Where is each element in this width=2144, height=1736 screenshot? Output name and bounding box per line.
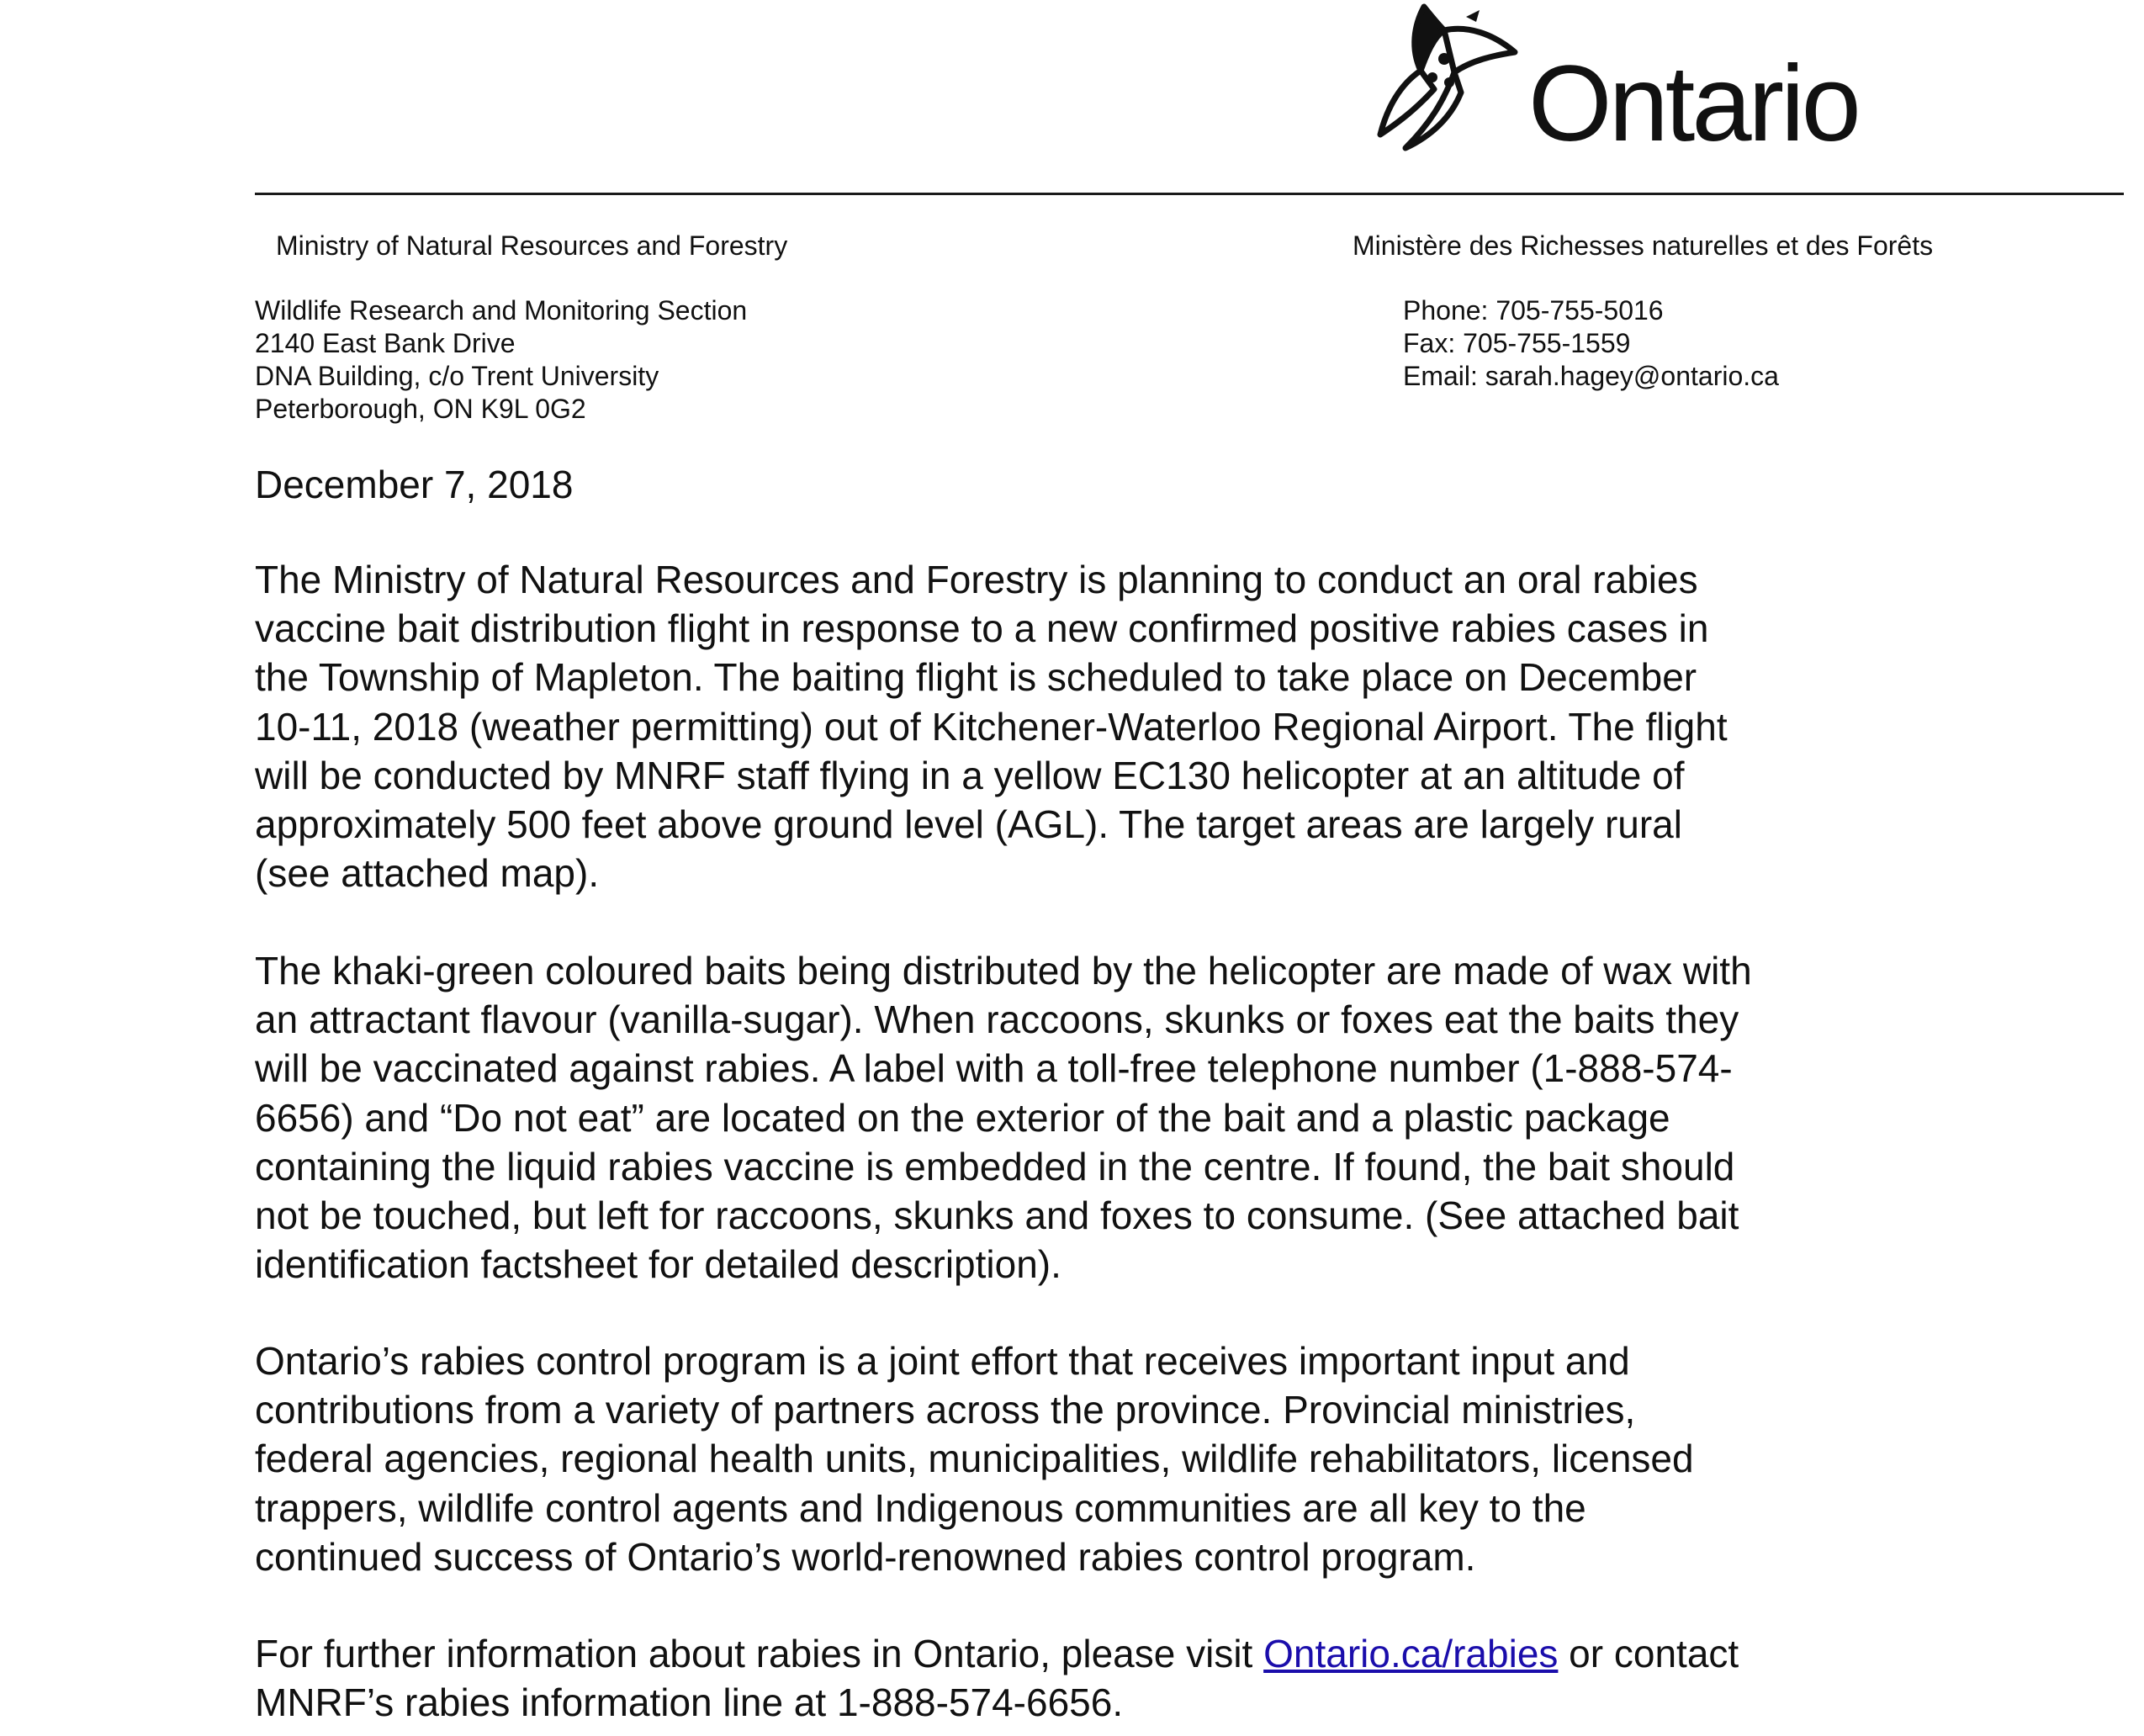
paragraph-line: 6656) and “Do not eat” are located on the exterior of the bait and a plastic package (255, 1095, 1670, 1140)
address-block (255, 294, 747, 426)
line-text: For further information about rabies in Ontario, please visit (255, 1632, 1264, 1675)
paragraph-line: the Township of Mapleton. The baiting flight is scheduled to take place on December (255, 655, 1697, 700)
paragraph-line: continued success of Ontario’s world-renowned rabies control program. (255, 1534, 1476, 1579)
paragraph-line: 10-11, 2018 (weather permitting) out of Kitchener-Waterloo Regional Airport. The flight (255, 704, 1728, 749)
body-paragraph-3 (255, 1336, 1937, 1581)
paragraph-line: MNRF’s rabies information line at 1-888-574-6656. (255, 1680, 1124, 1725)
contact-email: Email: sarah.hagey@ontario.ca (1403, 361, 1779, 391)
paragraph-line: federal agencies, regional health units, municipalities, wildlife rehabilitators, licensed (255, 1437, 1694, 1481)
header-divider (255, 193, 2124, 195)
logo-wordmark: Ontario (1528, 44, 1858, 164)
paragraph-line: contributions from a variety of partners across the province. Provincial ministries, (255, 1388, 1636, 1432)
paragraph-line: Ontario’s rabies control program is a joint effort that receives important input and (255, 1339, 1630, 1383)
paragraph-line: containing the liquid rabies vaccine is embedded in the centre. If found, the bait should (255, 1144, 1735, 1188)
paragraph-line: an attractant flavour (vanilla-sugar). When raccoons, skunks or foxes eat the baits they (255, 998, 1739, 1042)
paragraph-line: The Ministry of Natural Resources and Forestry is planning to conduct an oral rabies (255, 558, 1698, 601)
ontario-logo (1367, 0, 1858, 164)
ministry-name-english: Ministry of Natural Resources and Forestry (276, 230, 788, 261)
paragraph-line: (see attached map). (255, 851, 600, 896)
body-paragraph-1 (255, 555, 1937, 897)
contact-fax: Fax: 705-755-1559 (1403, 328, 1631, 358)
body-paragraph-2 (255, 946, 1937, 1289)
paragraph-line: not be touched, but left for raccoons, skunks and foxes to consume. (See attached bait (255, 1194, 1739, 1238)
body-paragraph-4 (255, 1629, 1937, 1727)
line-text: or contact (1558, 1632, 1739, 1675)
address-line: Peterborough, ON K9L 0G2 (255, 394, 586, 424)
letter-date: December 7, 2018 (255, 463, 574, 506)
paragraph-line: trappers, wildlife control agents and Indigenous communities are all key to the (255, 1485, 1586, 1530)
ministry-name-french: Ministère des Richesses naturelles et des Forêts (1353, 230, 1934, 261)
paragraph-line: vaccine bait distribution flight in response to a new confirmed positive rabies cases in (255, 606, 1709, 651)
paragraph-line: The khaki-green coloured baits being distributed by the helicopter are made of wax with (255, 949, 1752, 992)
paragraph-line: approximately 500 feet above ground level (AGL). The target areas are largely rural (255, 802, 1682, 847)
paragraph-line: will be conducted by MNRF staff flying in a yellow EC130 helicopter at an altitude of (255, 753, 1685, 797)
address-line: DNA Building, c/o Trent University (255, 361, 659, 391)
address-line: 2140 East Bank Drive (255, 328, 516, 358)
contact-phone: Phone: 705-755-5016 (1403, 295, 1664, 326)
trillium-icon (1367, 0, 1535, 160)
paragraph-line: will be vaccinated against rabies. A label with a toll-free telephone number (1-888-574- (255, 1046, 1733, 1091)
rabies-info-link[interactable]: Ontario.ca/rabies (1263, 1632, 1559, 1675)
paragraph-line: identification factsheet for detailed description). (255, 1242, 1061, 1287)
contact-block (1403, 294, 1779, 393)
address-line: Wildlife Research and Monitoring Section (255, 295, 748, 326)
paragraph-line (255, 1629, 1937, 1678)
